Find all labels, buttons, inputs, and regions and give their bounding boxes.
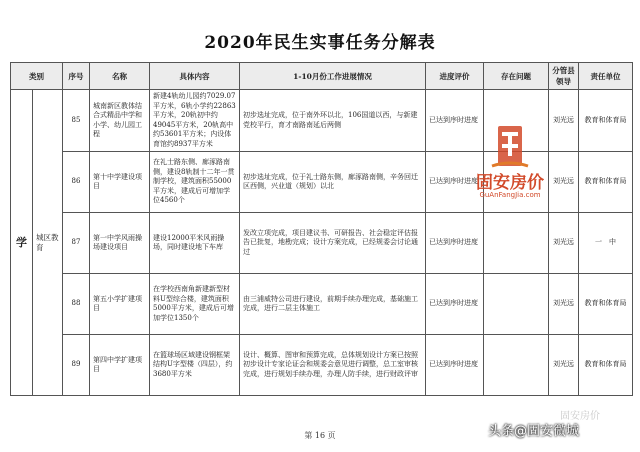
category-cell: 学 (11, 90, 33, 396)
row-name: 第十中学建设项目 (90, 152, 150, 213)
table-row (11, 335, 633, 396)
row-evaluation: 已达到序时进度 (426, 213, 484, 274)
row-unit: 教育和体育局 (579, 90, 633, 152)
header-evaluation: 进度评价 (426, 63, 484, 90)
row-num: 88 (63, 274, 90, 335)
row-num: 89 (63, 335, 90, 396)
row-evaluation: 已达到序时进度 (426, 90, 484, 152)
row-content: 在学校西南角新建新型材料U型综合楼，建筑面积5000平方米，建成后可增加学位1350个 (150, 274, 240, 335)
row-content: 在礼士路东侧、廊涿路南侧，建设8轨制十二年一贯制学校，建筑面积55000平方米，建成后可增加学位4560个 (150, 152, 240, 213)
header-content: 具体内容 (150, 63, 240, 90)
row-leader: 刘光远 (549, 213, 579, 274)
row-progress: 由三浦威特公司进行建设，前期手续办理完成，基础施工完成，进行二层主体施工 (240, 274, 426, 335)
row-name: 第四中学扩建项目 (90, 335, 150, 396)
row-leader: 刘光远 (549, 152, 579, 213)
row-unit: 教育和体育局 (579, 335, 633, 396)
row-num: 85 (63, 90, 90, 152)
credit-overlay: 头条@固安微城 (488, 424, 580, 439)
row-num: 86 (63, 152, 90, 213)
subcategory-cell: 城区教育 (33, 90, 63, 396)
row-unit: 教育和体育局 (579, 152, 633, 213)
row-unit: 一 中 (579, 213, 633, 274)
table-row (11, 274, 633, 335)
logo-text: 固安房价 (476, 173, 544, 193)
row-progress: 设计、概算、图审和预算完成，总体规划设计方案已按照初步设计专家论证会和规委会意见进行调整，总工室审核完成，进行规划手续办理，办理人防手续，进行财政评审 (240, 335, 426, 396)
row-name: 第一中学风雨操场建设项目 (90, 213, 150, 274)
row-progress: 发改立项完成，项目建议书、可研报告、社会稳定评估报告已批复，地勘完成；设计方案完成，已经规委会讨论通过 (240, 213, 426, 274)
logo-subtext: GuAnFangJia.com (479, 191, 541, 199)
row-problem (484, 335, 549, 396)
header-num: 序号 (63, 63, 90, 90)
header-problem: 存在问题 (484, 63, 549, 90)
row-leader: 刘光远 (549, 90, 579, 152)
task-table (10, 62, 633, 396)
row-evaluation: 已达到序时进度 (426, 152, 484, 213)
header-unit: 责任单位 (579, 63, 633, 90)
page-number: 第 16 页 (304, 431, 336, 440)
table-header-row (11, 63, 633, 90)
row-content: 在篮球场区域建设钢框架结构U字型楼（四层），约3680平方米 (150, 335, 240, 396)
page-title: 2020年民生实事任务分解表 (204, 33, 436, 53)
row-name: 第五小学扩建项目 (90, 274, 150, 335)
row-progress: 初步选址完成，位于南外环以北，106国道以西，与新建党校平行，育才南路南延后两侧 (240, 90, 426, 152)
row-problem (484, 213, 549, 274)
header-leader: 分管县领导 (549, 63, 579, 90)
row-leader: 刘光远 (549, 335, 579, 396)
header-progress: 1-10月份工作进展情况 (240, 63, 426, 90)
table-row (11, 213, 633, 274)
row-evaluation: 已达到序时进度 (426, 274, 484, 335)
header-name: 名称 (90, 63, 150, 90)
row-progress: 初步选址完成，位于礼士路东侧，廊涿路南侧，辛务回迁区西侧，兴业道（规划）以北 (240, 152, 426, 213)
watermark-text: 固安房价 (560, 411, 600, 422)
row-evaluation: 已达到序时进度 (426, 335, 484, 396)
row-num: 87 (63, 213, 90, 274)
row-problem (484, 274, 549, 335)
row-name: 城南新区教体结合式精品中学和小学、幼儿园工程 (90, 90, 150, 152)
row-content: 新建4轨幼儿园约7029.07平方米，6轨小学约22863平方米，20轨初中约49045平方米，20轨高中约53601平方米；内设体育馆约8937平方米 (150, 90, 240, 152)
row-content: 建设12000平米风雨操场，同时建设地下车库 (150, 213, 240, 274)
header-category: 类别 (11, 63, 63, 90)
row-unit: 教育和体育局 (579, 274, 633, 335)
row-leader: 刘光远 (549, 274, 579, 335)
